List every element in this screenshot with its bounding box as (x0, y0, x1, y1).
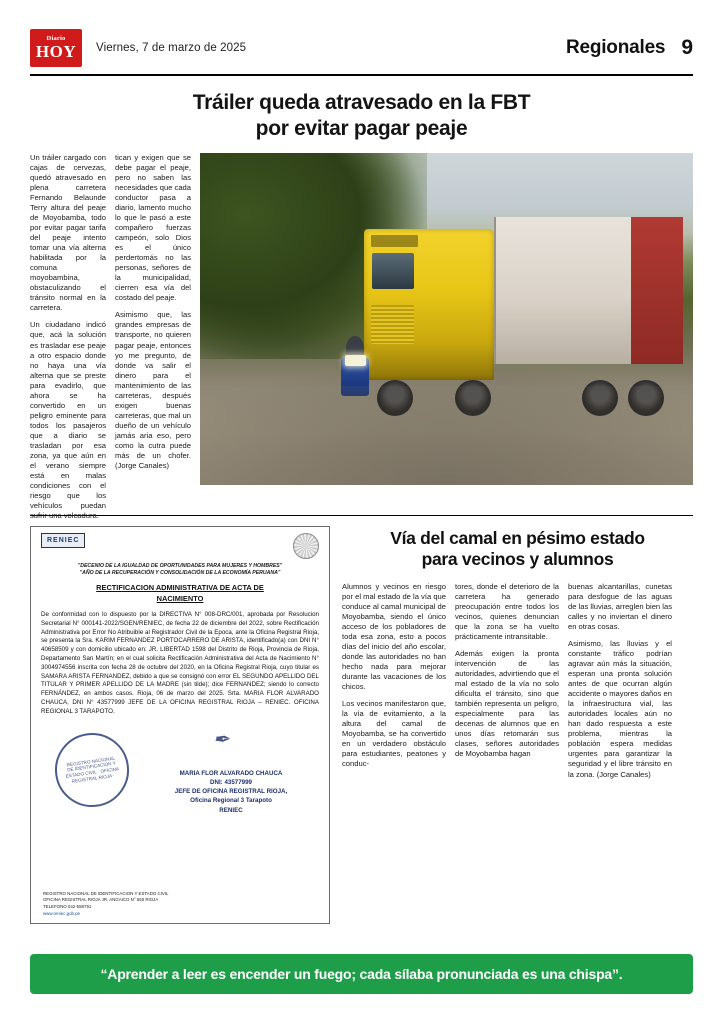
truck-trailer-red-section (631, 217, 683, 364)
story2-headline (342, 528, 693, 570)
truck-cab (364, 229, 494, 380)
story2-columns (342, 582, 693, 786)
motorcycle-headlight (345, 355, 366, 367)
story1-photo (200, 153, 693, 485)
signatory-dni: DNI: 43577999 (210, 778, 252, 786)
signatory-entity: RENIEC (219, 806, 243, 814)
story2-headline-line2: para vecinos y alumnos (421, 549, 614, 570)
truck-graphic (358, 213, 683, 412)
story2-column-1 (342, 582, 446, 786)
story2-col3-p1: buenas alcantarillas, cunetas para desfogue de las aguas de las lluvias, arreglen bien las calles y no inviertan el dinero en otras cosas. (568, 582, 672, 632)
footer-quote-banner: “Aprender a leer es encender un fuego; cada sílaba pronunciada es una chispa”. (30, 954, 693, 994)
document-slogan-line2: "AÑO DE LA RECUPERACIÓN Y CONSOLIDACIÓN DE LA ECONOMÍA PERUANA" (79, 570, 281, 577)
reniec-logo: RENIEC (41, 533, 85, 548)
document-slogan-line1: "DECENIO DE LA IGUALDAD DE OPORTUNIDADES PARA MUJERES Y HOMBRES" (77, 563, 283, 570)
story1-col2-p2: Asimismo que, las grandes empresas de transporte, no quieren pagar peaje, entonces yo me pregunto, de donde va salir el dinero para el mantenimiento de las carreteras, después exigen buenas carreteras, que mal un dueño de un vehículo jamás aria eso, pero como la cutra puede más de un chofer. (Jorge Canales) (115, 310, 191, 470)
story2-column-2 (455, 582, 559, 786)
document-slogan (41, 563, 319, 577)
story1-column-2 (115, 153, 191, 505)
document-footer-line2: OFICINA REGISTRAL RIOJA JR. ANGAICO N° 650 RIOJA (43, 897, 159, 903)
story1-headline-line2: por evitar pagar peaje (255, 116, 468, 140)
masthead (30, 28, 693, 76)
story1 (30, 153, 693, 520)
handwritten-signature: ✒ (212, 726, 230, 751)
story1-col2-p1: tican y exigen que se debe pagar el peaje, pero no saben las necesidades que cada conductor pasa a diario, lamento mucho lo que le pasó a este compañero fuerzas campeón, solo Dios es el único perdertomás no las personas, señores de la municipalidad, cierren esa vía del costado del peaje. (115, 153, 191, 303)
document-body-text: De conformidad con lo dispuesto por la DIRECTIVA N° 008-DRC/001, aprobada por Resolucion Secretarial N° 000141-2022/SGEN/RENIEC, de fecha 22 de diciembre del 2022, sobre Rectificación Administrativa por Error No Atribuible al Registrador Civil de la Epoca, ante la Oficina Registral Rioja, se presenta la Sra. KARIM FERNANDEZ PORTOCARRERO DE ARISTA, identificado(a) con DNI N° 40658509 y con domicilio ubicado en: JR. LIBERTAD 1598 del Distrito de Rioja, Provincia de Rioja, Departamento San Martín; en el cual solicita Rectificación Administrativa del Acta de Nacimiento N° 3004974556 inscrita con fecha 28 de octubre del 2020, en la Oficina Registral Rioja, cuyo titular es SAMARA ARISTA FERNANDEZ, debido a que se consignó con error EL SEGUNDO APELLIDO DEL TITULAR Y PRIMER APELLIDO DE LA MADRE (sin tilde); dice FERNANDEZ; siendo lo correcto FERNÁNDEZ, en ambos casos. Rioja, 06 de marzo del 2025. Srta. MARIA FLOR ALVARADO CHAUCA, DNI N° 43577999 JEFE DE LA OFICINA REGISTRAL RIOJA – RENIEC. OFICINA REGIONAL 3 TARAPOTO. (41, 610, 319, 715)
document-footer-line1: REGISTRO NACIONAL DE IDENTIFICACION Y ESTADO CIVIL (43, 890, 169, 896)
story2-column-3 (568, 582, 672, 786)
issue-date: Viernes, 7 de marzo de 2025 (96, 42, 247, 54)
signatory-role-line1: JEFE DE OFICINA REGISTRAL RIOJA, (174, 788, 288, 796)
document-title-line1: RECTIFICACION ADMINISTRATIVA DE ACTA DE (96, 583, 264, 593)
national-emblem-icon (293, 533, 319, 559)
signatory-role-line2: Oficina Regional 3 Tarapoto (190, 797, 272, 805)
document-footer-website: www.reniec.gob.pe (43, 910, 81, 916)
document-title (41, 583, 319, 604)
road-surface (200, 386, 693, 486)
signatory-name: MARIA FLOR ALVARADO CHAUCA (179, 769, 283, 777)
diario-hoy-logo (30, 29, 82, 67)
official-document-scan (30, 526, 330, 924)
story2-headline-line1: Vía del camal en pésimo estado (390, 528, 645, 549)
document-title-line2: NACIMIENTO (156, 593, 204, 603)
story1-headline-line1: Tráiler queda atravesado en la FBT (192, 91, 531, 114)
document-footer (43, 891, 168, 917)
photo-background (200, 153, 693, 485)
signature-details (141, 769, 321, 815)
logo-main-text: HOY (35, 42, 77, 62)
page-number: 9 (681, 36, 693, 59)
document-signature-block (41, 727, 319, 847)
story1-column-1 (30, 153, 106, 520)
logo-top-text: Diario (46, 34, 66, 42)
official-round-stamp: REGISTRO NACIONAL DE IDENTIFICACION Y ESTADO CIVIL · OFICINA REGISTRAL RIOJA · (50, 728, 134, 812)
story2 (30, 526, 693, 924)
section-divider (30, 515, 693, 516)
story2-col2-p1: tores, donde el deterioro de la carretera ha generado preocupación entre todos los vecinos, quienes denuncian que la zona se ha vuelto prácticamente intransitable. (455, 582, 559, 642)
story2-col3-p2: Asimismo, las lluvias y el constante tráfico podrían agravar aún más la situación, esperan una pronta solución antes de que ocurran algún accidente o mayores daños en la infraestructura vial, las autoridades locales aún no han dado respuesta a este problema, mientras la población espera medidas urgentes para garantizar la seguridad y el libre tránsito en la zona. (Jorge Canales) (568, 639, 672, 779)
story2-text-area (342, 526, 693, 924)
story1-col1-p1: Un tráiler cargado con cajas de cervezas, quedó atravesado en plena carretera Fernando Belaunde Terry altura del peaje de Moyobamba, todo por evitar pagar tarifa del peaje intento tomar una vía alterna habilitada por la comuna moyobambina, obstaculizando el tránsito normal en la carretera. (30, 153, 106, 313)
document-header (41, 533, 319, 559)
truck-windshield (372, 253, 414, 289)
document-footer-line3: TELEFONO 042-558791 (43, 904, 92, 909)
story1-headline (30, 90, 693, 141)
section-title: Regionales (565, 37, 666, 58)
story2-col1-p2: Los vecinos manifestaron que, la vía de evitamiento, a la altura del camal de Moyobamba, se ha convertido en un verdadero obstáculo para estudiantes, peatones y conduc- (342, 699, 446, 769)
truck-cab-band (371, 235, 418, 247)
story1-col1-p2: Un ciudadano indicó que, acá la solución es trasladar ese peaje a otro espacio donde no haya una vía alterna que se preste para evadirlo, que ahora se ha convertido en un peligro eminente para todos los pasajeros que a diario se trasladan por esa zona, ya que aún en el verano siempre está en malas condiciones con el riesgo que los vehículos puedan sufrir una volcadura. (30, 320, 106, 520)
story2-col2-p2: Además exigen la pronta intervención de las autoridades, advirtiendo que el mal estado de la vía no solo dificulta el tránsito, sino que también representa un peligro, especialmente para las decenas de alumnos que en unos días retomarán sus clases, señores autoridades de Moyobamba hagan (455, 649, 559, 759)
story2-col1-p1: Alumnos y vecinos en riesgo por el mal estado de la vía que conduce al camal municipal de Moyobamba, siendo el único acceso de los pobladores de toda esa zona, esto a pocos días del inicio del año escolar, donde las autoridades no han hecho nada para mejorar durante las vacaciones de los chicos. (342, 582, 446, 692)
